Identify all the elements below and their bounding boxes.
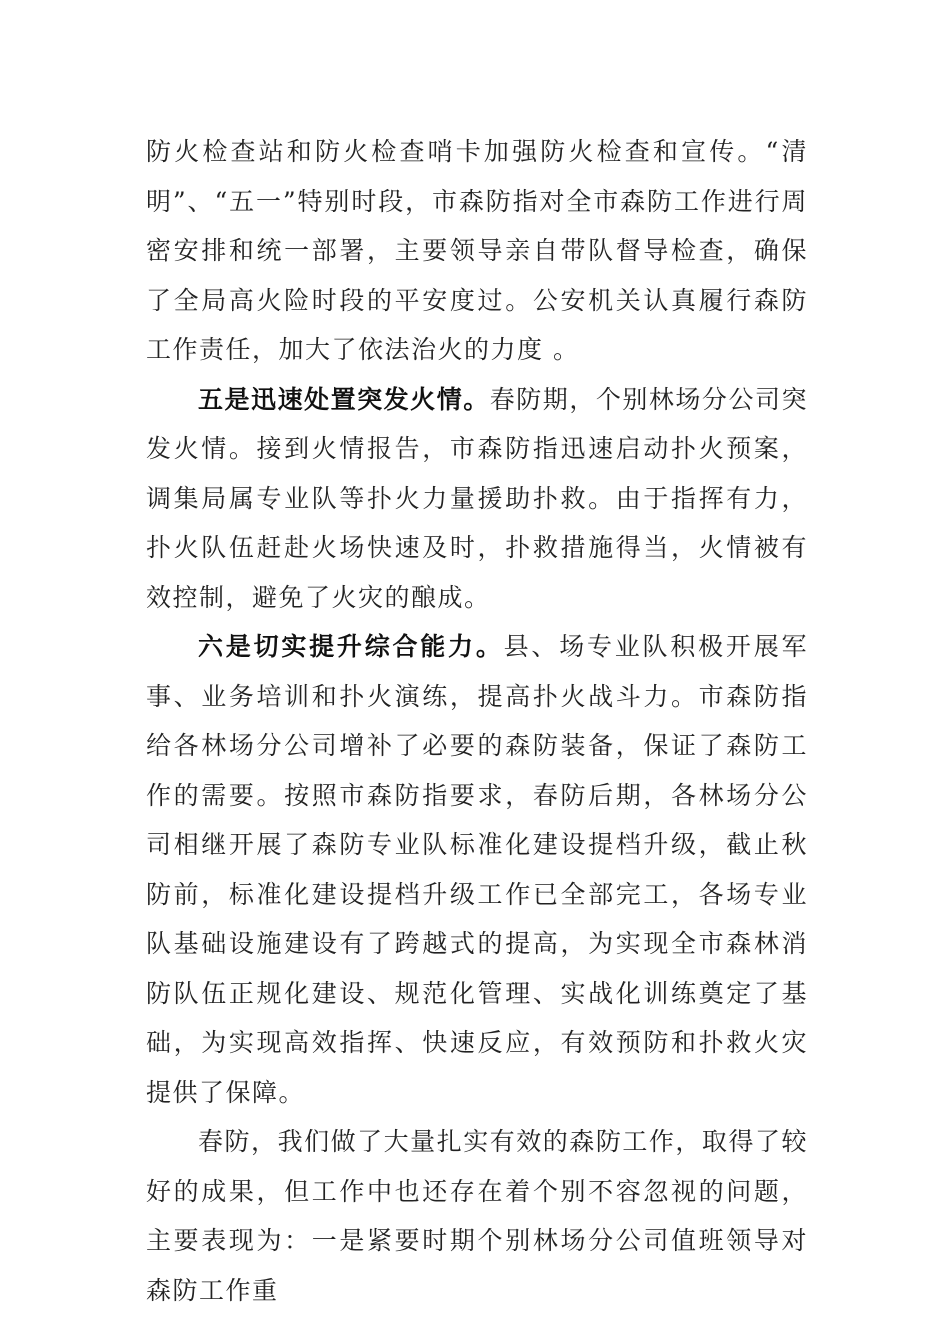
document-body [146, 127, 808, 1315]
paragraph-rapid-response [146, 375, 808, 623]
paragraph-text: 春防期，个别林场分公司突发火情。接到火情报告，市森防指迅速启动扑火预案，调集局属专业队等扑火力量援助扑救。由于指挥有力，扑火队伍赶赴火场快速及时，扑救措施得当，火情被有效控制，避免了火灾的酿成。 [146, 384, 808, 612]
paragraph-summary [146, 1117, 808, 1315]
paragraph-text: 防火检查站和防火检查哨卡加强防火检查和宣传。“清明”、“五一”特别时段，市森防指对全市森防工作进行周密安排和统一部署，主要领导亲自带队督导检查，确保了全局高火险时段的平安度过。公安机关认真履行森防工作责任，加大了依法治火的力度 。 [146, 137, 808, 364]
paragraph-heading: 六是切实提升综合能力。 [198, 632, 504, 661]
paragraph-capability [146, 622, 808, 1117]
paragraph-text: 县、场专业队积极开展军事、业务培训和扑火演练，提高扑火战斗力。市森防指给各林场分公司增补了必要的森防装备，保证了森防工作的需要。按照市森防指要求，春防后期，各林场分公司相继开展了森防专业队标准化建设提档升级，截止秋防前，标准化建设提档升级工作已全部完工，各场专业队基础设施建设有了跨越式的提高，为实现全市森林消防队伍正规化建设、规范化管理、实战化训练奠定了基础，为实现高效指挥、快速反应，有效预防和扑救火灾提供了保障。 [146, 632, 808, 1107]
paragraph-heading: 五是迅速处置突发火情。 [198, 384, 490, 414]
paragraph-continuation [146, 127, 808, 375]
paragraph-text: 春防，我们做了大量扎实有效的森防工作，取得了较好的成果，但工作中也还存在着个别不容忽视的问题，主要表现为：一是紧要时期个别林场分公司值班领导对森防工作重 [146, 1127, 808, 1305]
